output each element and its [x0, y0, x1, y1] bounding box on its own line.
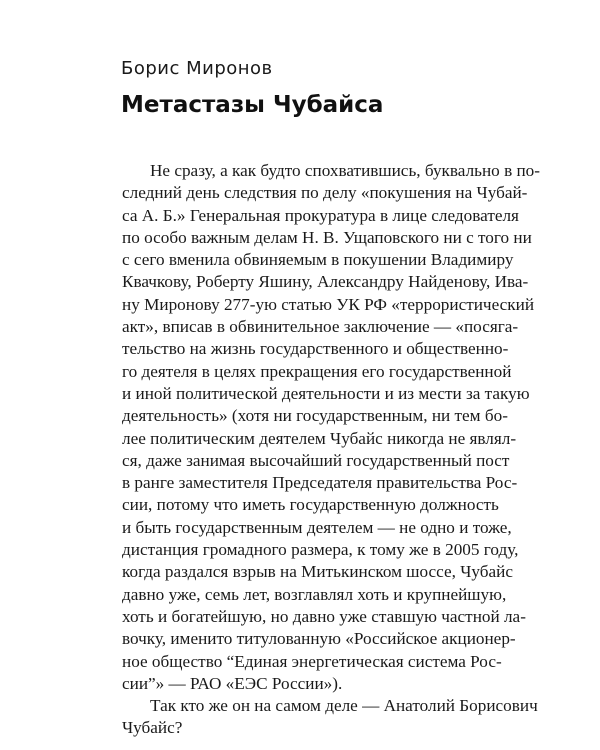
text-line: акт», вписав в обвинительное заключение — «посяга-: [122, 317, 519, 337]
text-line: сии, потому что иметь государственную должность: [122, 495, 499, 515]
text-line: Чубайс?: [122, 718, 183, 738]
text-line: давно уже, семь лет, возглавлял хоть и крупнейшую,: [122, 584, 507, 604]
text-line: ну Миронову 277-ую статью УК РФ «террористический: [122, 294, 535, 314]
text-line: в ранге заместителя Председателя правительства Рос-: [122, 473, 518, 493]
text-line: Так кто же он на самом деле — Анатолий Борисович: [150, 696, 538, 716]
text-line: дистанция громадного размера, к тому же в 2005 году,: [122, 540, 519, 560]
text-line: сии”» — РАО «ЕЭС России»).: [122, 673, 343, 693]
text-line: Квачкову, Роберту Яшину, Александру Найденову, Ива-: [122, 272, 529, 292]
text-line: хоть и богатейшую, но давно уже ставшую частной ла-: [122, 606, 526, 626]
text-line: лее политическим деятелем Чубайс никогда не являл-: [122, 428, 517, 448]
text-line: по особо важным делам Н. В. Ущаповского ни с того ни: [122, 227, 532, 247]
paragraph: [122, 695, 538, 740]
text-line: и быть государственным деятелем — не одно и тоже,: [122, 517, 512, 537]
text-line: Не сразу, а как будто спохватившись, буквально в по-: [150, 161, 541, 180]
body-text: [122, 160, 541, 740]
text-line: вочку, именито титулованную «Российское акционер-: [122, 629, 516, 649]
text-line: са А. Б.» Генеральная прокуратура в лице следователя: [122, 205, 519, 225]
text-line: следний день следствия по делу «покушения на Чубай-: [122, 183, 528, 203]
chapter-title: Метастазы Чубайса: [121, 92, 384, 118]
text-line: ся, даже занимая высочайший государственный пост: [122, 450, 510, 470]
text-line: когда раздался взрыв на Митькинском шоссе, Чубайс: [122, 562, 513, 582]
text-line: и иной политической деятельности и из мести за такую: [122, 383, 530, 403]
author-name: Борис Миронов: [121, 58, 273, 79]
text-line: тельство на жизнь государственного и общественно-: [122, 339, 509, 359]
text-line: деятельность» (хотя ни государственным, ни тем бо-: [122, 406, 508, 426]
text-line: ное общество “Единая энергетическая система Рос-: [122, 651, 502, 671]
paragraph: [122, 160, 541, 695]
text-line: с сего вменила обвиняемым в покушении Владимиру: [122, 250, 514, 270]
text-line: го деятеля в целях прекращения его государственной: [122, 361, 512, 381]
